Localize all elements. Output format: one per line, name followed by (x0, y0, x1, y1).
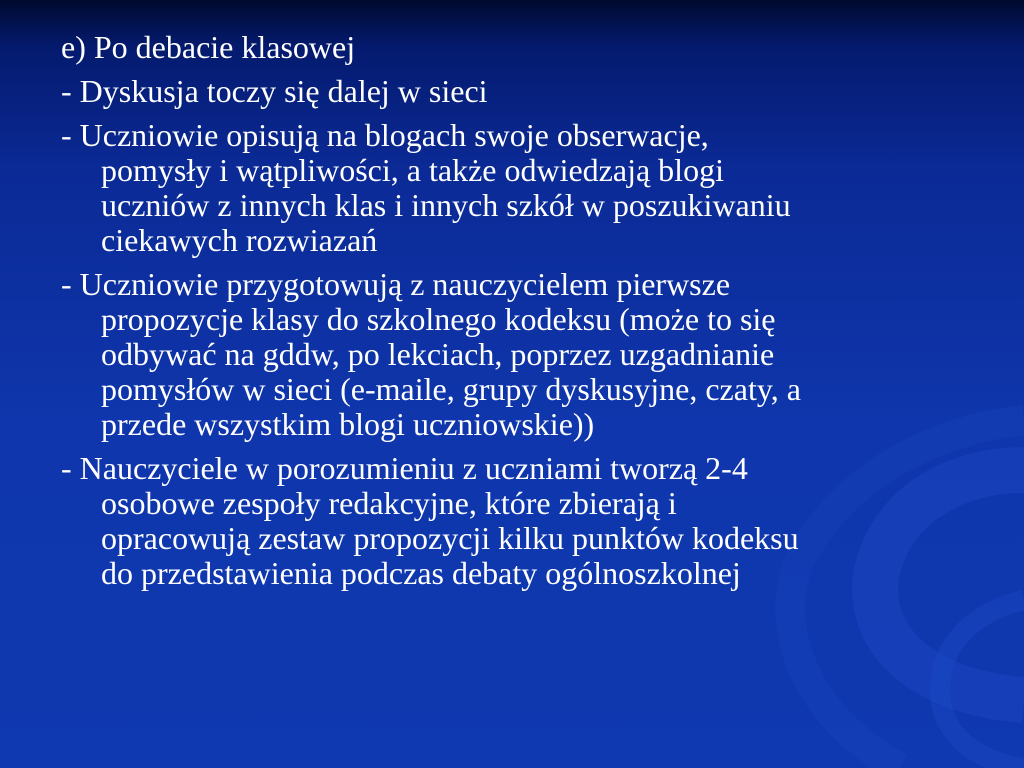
bullet-paragraph: - Dyskusja toczy się dalej w sieci (61, 73, 488, 109)
bullet-paragraph: - Uczniowie opisują na blogach swoje obserwacje, pomysły i wątpliwości, a także odwiedzają blogi uczniów z innych klas i innych szkół w poszukiwaniu ciekawych rozwiazań (61, 117, 791, 258)
slide-heading: e) Po debacie klasowej (61, 29, 356, 65)
bullet-paragraph: - Uczniowie przygotowują z nauczycielem pierwsze propozycje klasy do szkolnego kodeksu (może to się odbywać na gddw, po lekciach, poprzez uzgadnianie pomysłów w sieci (e-maile, grupy dyskusyjne, czaty, a przede wszystkim blogi uczniowskie)) (61, 266, 801, 442)
bullet-paragraph: - Nauczyciele w porozumieniu z uczniami tworzą 2-4 osobowe zespoły redakcyjne, które zbierają i opracowują zestaw propozycji kilku punktów kodeksu do przedstawienia podczas debaty ogólnoszkolnej (61, 450, 799, 591)
slide-body (61, 30, 961, 600)
